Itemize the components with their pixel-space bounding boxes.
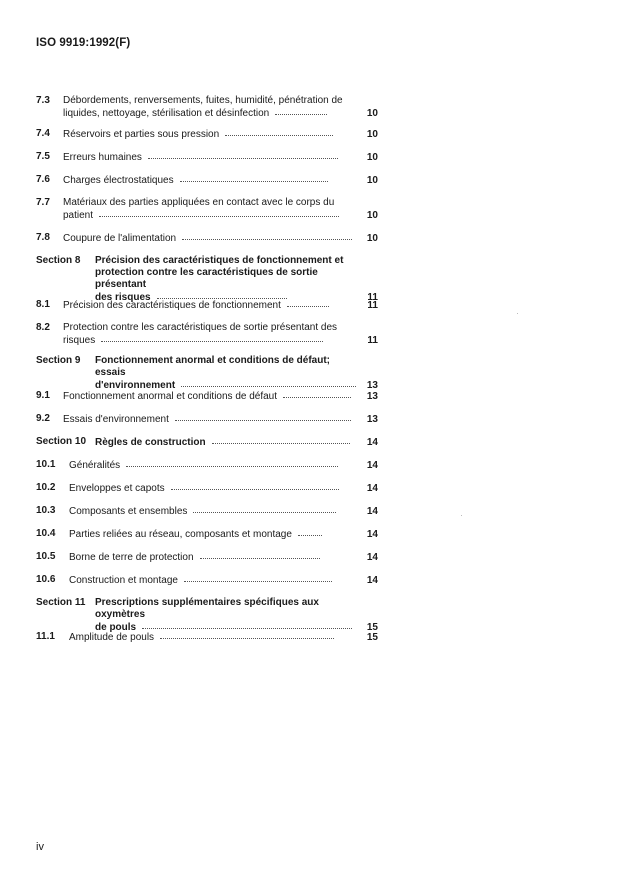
toc-entry-page: 14 [366,529,378,540]
toc-entry-page: 15 [366,632,378,643]
dot-leader [101,333,323,342]
toc-entry-title-line: Matériaux des parties appliquées en contact avec le corps du [63,197,335,208]
toc-entry [36,151,381,164]
dot-leader [171,481,339,490]
toc-entry [36,574,381,587]
dot-leader [148,150,338,159]
toc-entry-number: 10.6 [36,574,56,585]
toc-entry-title-line: Fonctionnement anormal et conditions de défaut [63,390,359,403]
toc-entry-page: 13 [366,380,378,391]
toc-entry-page: 14 [366,483,378,494]
dot-leader [142,620,352,629]
toc-entry-number: 10.1 [36,459,56,470]
toc-entry [36,505,381,518]
toc-entry-number: 10.4 [36,528,56,539]
toc-entry-title-line: Parties reliées au réseau, composants et montage [69,528,359,541]
toc-entry-page: 14 [366,437,378,448]
toc-entry-title-line: Précision des caractéristiques de fonctionnement [63,299,359,312]
toc-entry-page: 14 [366,575,378,586]
toc-entry-title-line: risques [63,334,359,347]
scan-speck [461,515,462,516]
scan-speck [517,313,518,314]
toc-entry-number: Section 10 [36,436,87,447]
toc-entry-title-line: Réservoirs et parties sous pression [63,128,359,141]
dot-leader [298,527,322,536]
toc-entry-title-line: Généralités [69,459,359,472]
toc-entry-title-line: Erreurs humaines [63,151,359,164]
dot-leader [287,298,329,307]
toc-entry-number: 7.3 [36,95,50,106]
dot-leader [99,208,339,217]
toc-entry-number: 10.2 [36,482,56,493]
toc-entry-title-line: Charges électrostatiques [63,174,359,187]
toc-entry-number: 11.1 [36,631,55,642]
dot-leader [157,290,287,299]
toc-entry-title-line: Coupure de l'alimentation [63,232,359,245]
toc-entry-title-line: de pouls [95,621,359,634]
toc-entry-number: 9.2 [36,413,50,424]
toc-entry [36,95,381,120]
toc-entry-page: 11 [367,335,378,346]
dot-leader [180,173,328,182]
page-number: iv [36,841,44,853]
dot-leader [283,389,351,398]
toc-entry [36,413,381,426]
toc-entry [36,128,381,141]
toc-entry-page: 13 [366,414,378,425]
toc-entry-number: Section 9 [36,355,81,366]
toc-entry-number: 7.5 [36,151,50,162]
toc-entry-number: 8.2 [36,322,50,333]
toc-entry-number: 8.1 [36,299,50,310]
toc-entry-title-line: Borne de terre de protection [69,551,359,564]
toc-entry-title-line: Fonctionnement anormal et conditions de défaut; essais [95,355,331,378]
toc-entry-number: Section 11 [36,597,86,608]
dot-leader [182,231,352,240]
toc-entry [36,390,381,403]
toc-entry [36,631,381,644]
toc-entry [36,197,381,222]
toc-entry-title-line: Précision des caractéristiques de fonctionnement et [95,255,344,266]
toc-entry [36,174,381,187]
toc-entry-number: 7.8 [36,232,50,243]
dot-leader [212,435,350,444]
toc-entry-title-line: des risques [95,291,359,304]
toc-entry-page: 10 [366,108,378,119]
document-id-header: ISO 9919:1992(F) [36,37,131,49]
toc-entry-title-line: d'environnement [95,379,359,392]
toc-entry-page: 10 [366,175,378,186]
toc-section-entry [36,255,381,304]
toc-entry-title-line: Prescriptions supplémentaires spécifiques aux oxymètres [95,597,319,620]
dot-leader [126,458,338,467]
toc-entry-title-line: Débordements, renversements, fuites, humidité, pénétration de [63,95,343,106]
dot-leader [160,630,334,639]
toc-entry [36,232,381,245]
dot-leader [184,573,332,582]
toc-section-entry [36,597,381,634]
dot-leader [193,504,336,513]
toc-entry [36,299,381,312]
toc-entry-page: 14 [366,460,378,471]
toc-entry-title-line: protection contre les caractéristiques de sortie présentant [95,267,318,290]
dot-leader [200,550,320,559]
toc-entry [36,528,381,541]
toc-entry-number: 10.5 [36,551,56,562]
toc-entry-title-line: Règles de construction [95,436,359,449]
toc-entry [36,482,381,495]
toc-entry [36,551,381,564]
toc-section-entry [36,355,381,392]
toc-entry-page: 10 [366,152,378,163]
toc-section-entry [36,436,381,449]
dot-leader [181,378,356,387]
toc-entry-title-line: liquides, nettoyage, stérilisation et désinfection [63,107,359,120]
toc-entry [36,322,381,347]
toc-entry-title-line: Amplitude de pouls [69,631,359,644]
toc-entry-page: 14 [366,552,378,563]
toc-entry-page: 14 [366,506,378,517]
toc-entry-title-line: patient [63,209,359,222]
toc-entry-title-line: Composants et ensembles [69,505,359,518]
dot-leader [225,127,333,136]
toc-entry [36,459,381,472]
toc-entry-title-line: Protection contre les caractéristiques de sortie présentant des [63,322,338,333]
dot-leader [175,412,351,421]
toc-entry-page: 10 [366,233,378,244]
toc-entry-number: 10.3 [36,505,56,516]
toc-entry-page: 10 [366,129,378,140]
toc-entry-number: Section 8 [36,255,81,266]
toc-entry-page: 15 [366,622,378,633]
toc-entry-number: 7.6 [36,174,50,185]
toc-entry-title-line: Enveloppes et capots [69,482,359,495]
toc-entry-page: 11 [367,292,378,303]
toc-entry-page: 11 [367,300,378,311]
toc-entry-number: 9.1 [36,390,50,401]
toc-entry-title-line: Essais d'environnement [63,413,359,426]
toc-entry-title-line: Construction et montage [69,574,359,587]
toc-entry-number: 7.4 [36,128,50,139]
toc-entry-page: 13 [366,391,378,402]
dot-leader [275,106,327,115]
toc-entry-number: 7.7 [36,197,50,208]
toc-entry-page: 10 [366,210,378,221]
